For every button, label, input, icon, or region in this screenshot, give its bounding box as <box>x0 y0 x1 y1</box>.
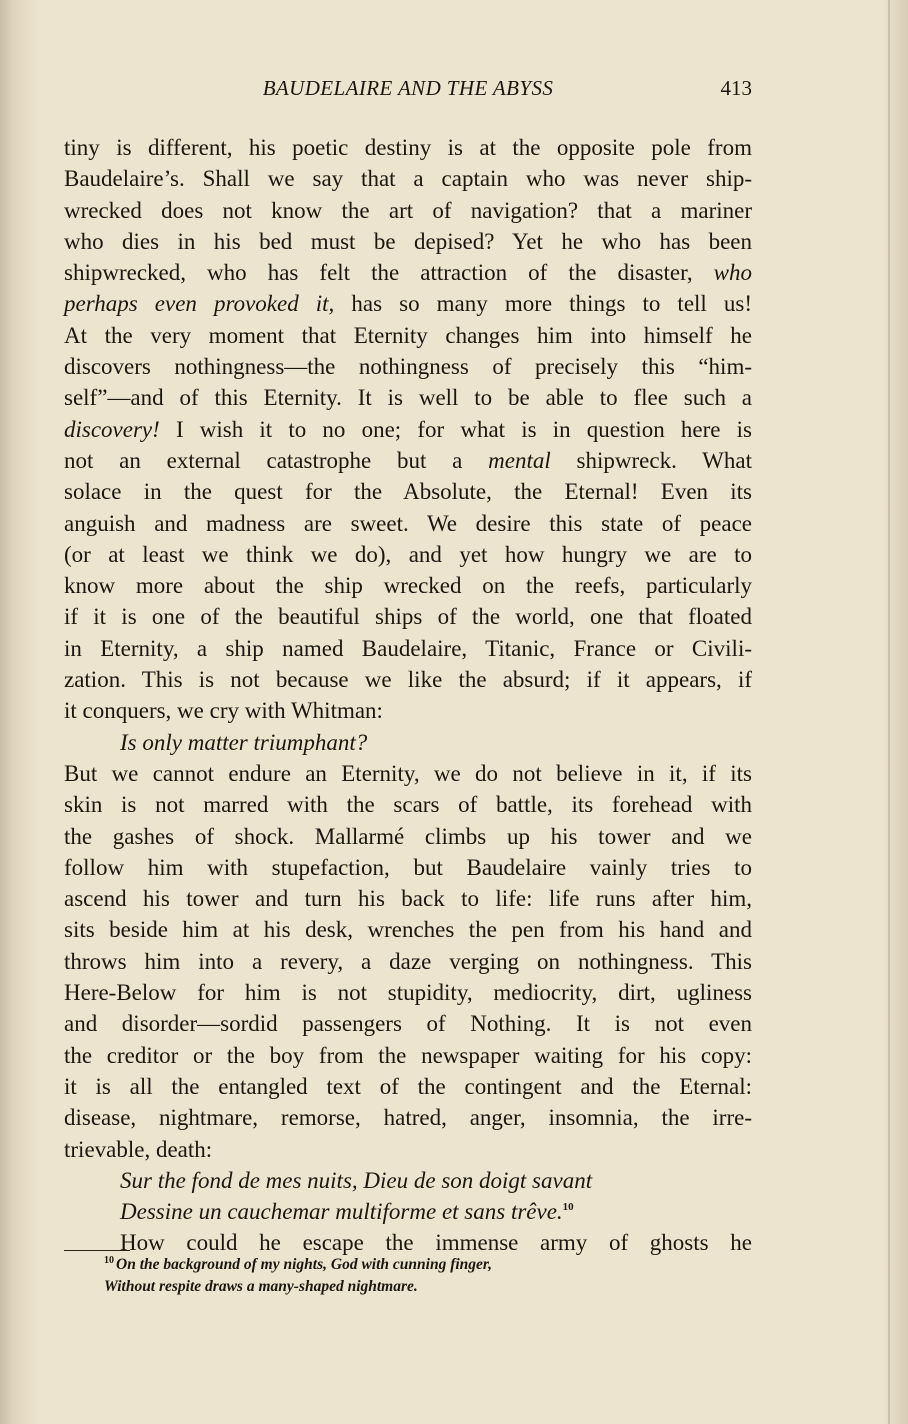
text-line <box>64 257 752 288</box>
text-line: ascend his tower and turn his back to life: life runs after him, <box>64 886 752 912</box>
verse-line <box>64 1196 752 1227</box>
text-line: But we cannot endure an Eternity, we do not believe in it, if its <box>64 760 752 786</box>
footnote-text: Without respite draws a many-shaped nightmare. <box>104 1278 418 1295</box>
verse-line: Is only matter triumphant? <box>120 729 368 755</box>
text-line: self”—and of this Eternity. It is well to be able to flee such a <box>64 385 752 411</box>
text-line: in Eternity, a ship named Baudelaire, Titanic, France or Civili- <box>64 635 752 661</box>
text-line: solace in the quest for the Absolute, the Eternal! Even its <box>64 479 752 505</box>
text-line <box>64 445 752 476</box>
text-line <box>64 414 752 445</box>
text-line: skin is not marred with the scars of battle, its forehead with <box>64 792 752 818</box>
footnote-rule <box>64 1250 130 1251</box>
emphasis-text: perhaps even provoked it, <box>64 291 335 317</box>
text-line: tiny is different, his poetic destiny is at the opposite pole from <box>64 135 752 160</box>
page-number: 413 <box>720 76 752 100</box>
text-segment: I wish it to no one; for what is in question here is <box>159 416 752 442</box>
text-line: How could he escape the immense army of ghosts he <box>120 1230 752 1256</box>
text-line: the gashes of shock. Mallarmé climbs up his tower and we <box>64 823 752 849</box>
text-line: throws him into a revery, a daze verging on nothingness. This <box>64 948 752 974</box>
text-segment: not an external catastrophe but a <box>64 447 489 473</box>
text-line: know more about the ship wrecked on the reefs, particularly <box>64 573 752 599</box>
text-line: it is all the entangled text of the contingent and the Eternal: <box>64 1073 752 1099</box>
text-line: Here-Below for him is not stupidity, mediocrity, dirt, ugliness <box>64 980 752 1006</box>
page-edge-shadow <box>888 0 890 1424</box>
footnote-text: On the background of my nights, God with cunning finger, <box>116 1256 492 1273</box>
text-line: disease, nightmare, remorse, hatred, anger, insomnia, the irre- <box>64 1105 752 1131</box>
text-line: trievable, death: <box>64 1136 213 1162</box>
text-line: wrecked does not know the art of navigation? that a mariner <box>64 197 752 223</box>
text-line: and disorder—sordid passengers of Nothing. It is not even <box>64 1011 752 1037</box>
text-line: zation. This is not because we like the absurd; if it appears, if <box>64 667 752 693</box>
text-line: follow him with stupefaction, but Baudelaire vainly tries to <box>64 854 752 880</box>
running-head <box>64 76 752 110</box>
text-line: (or at least we think we do), and yet how hungry we are to <box>64 541 752 567</box>
text-line: sits beside him at his desk, wrenches the pen from his hand and <box>64 917 752 943</box>
text-line: it conquers, we cry with Whitman: <box>64 698 383 724</box>
emphasis-text: discovery! <box>64 416 160 442</box>
emphasis-text: mental <box>488 447 551 473</box>
text-line: At the very moment that Eternity changes him into himself he <box>64 322 752 348</box>
text-line: the creditor or the boy from the newspaper waiting for his copy: <box>64 1042 752 1068</box>
text-line <box>64 288 752 319</box>
text-segment: shipwreck. What <box>550 447 752 473</box>
text-line: who dies in his bed must be depised? Yet he who has been <box>64 228 752 254</box>
verse-text: Dessine un cauchemar multiforme et sans trêve. <box>120 1199 563 1225</box>
emphasis-text: who <box>713 260 752 286</box>
body-text <box>64 132 752 1259</box>
text-line: discovers nothingness—the nothingness of precisely this “him- <box>64 354 752 380</box>
footnote-number: 10 <box>104 1255 114 1266</box>
footnote-line <box>104 1277 704 1297</box>
running-title: BAUDELAIRE AND THE ABYSS <box>262 76 554 100</box>
text-segment: has so many more things to tell us! <box>334 291 753 317</box>
text-segment: shipwrecked, who has felt the attraction of the disaster, <box>64 260 693 286</box>
text-line: Baudelaire’s. Shall we say that a captain who was never ship- <box>64 166 752 192</box>
text-line: anguish and madness are sweet. We desire this state of peace <box>64 510 752 536</box>
footnotes <box>104 1255 704 1297</box>
verse-line: Sur the fond de mes nuits, Dieu de son doigt savant <box>120 1167 593 1193</box>
text-line: if it is one of the beautiful ships of the world, one that floated <box>64 604 752 630</box>
footnote-reference: 10 <box>562 1201 574 1214</box>
footnote-line <box>104 1255 704 1277</box>
